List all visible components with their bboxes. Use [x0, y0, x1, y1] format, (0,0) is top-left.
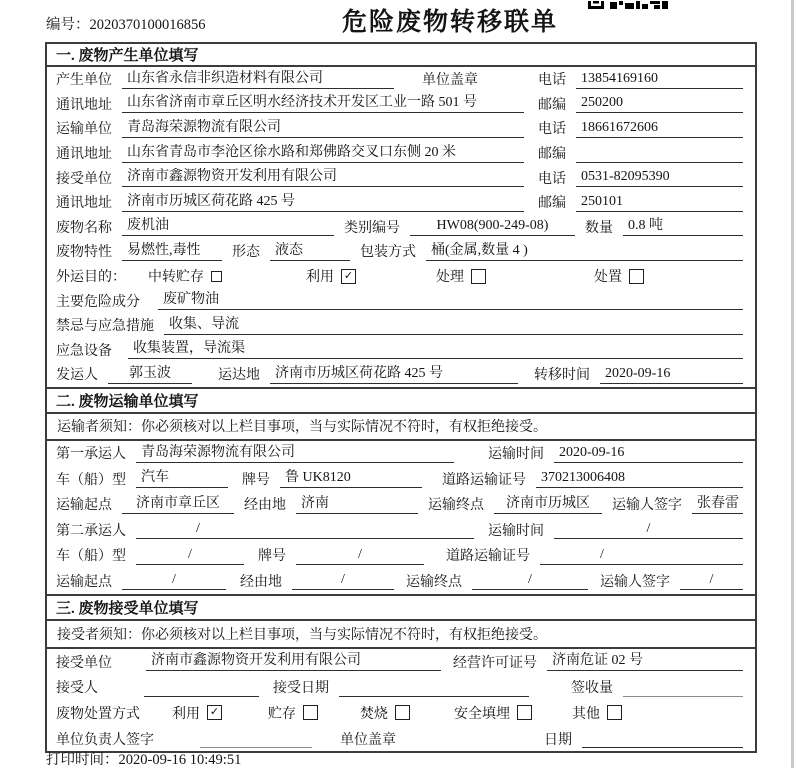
accept-unit-label: 接受单位 [56, 655, 112, 671]
dispatcher-label: 发运人 [56, 368, 98, 384]
transporter-unit-label: 运输单位 [56, 122, 112, 138]
print-time-value: 2020-09-16 10:49:51 [118, 752, 242, 768]
accept-person-value [144, 678, 259, 697]
waste-pack-value: 桶(金属,数量 4 ) [426, 242, 743, 261]
receiver-zip-value: 250101 [576, 193, 743, 212]
disposal-burn-checkbox [395, 705, 410, 720]
disposal-use-label: 利用 [172, 706, 200, 722]
emergency-measures-value: 收集、导流 [164, 316, 743, 335]
route2-end-label: 运输终点 [406, 574, 462, 590]
route2-sign-label: 运输人签字 [600, 574, 670, 590]
purpose-option-dispose-label: 处置 [594, 270, 622, 286]
vehicle1-plate-label: 牌号 [242, 472, 270, 488]
section-producer [47, 44, 755, 387]
waste-code-value: HW08(900-249-08) [410, 217, 575, 236]
purpose-option-use-label: 利用 [306, 270, 334, 286]
waste-props-value: 易燃性,毒性 [122, 242, 222, 261]
receipt-qty-label: 签收量 [571, 681, 613, 697]
hazard-components-row [47, 288, 755, 313]
transporter-address-value: 山东省青岛市李沧区徐水路和郑佛路交叉口东侧 20 米 [122, 144, 524, 163]
carrier2-label: 第二承运人 [56, 523, 126, 539]
signoff-date-value [582, 729, 743, 748]
disposal-option-landfill [454, 703, 532, 723]
destination-value: 济南市历城区荷花路 425 号 [270, 365, 518, 384]
receiver-phone-label: 电话 [538, 171, 566, 187]
signoff-value [200, 729, 312, 748]
vehicle2-row [47, 543, 755, 569]
qr-code-fragment-icon [588, 0, 670, 10]
disposal-landfill-label: 安全填埋 [454, 706, 510, 722]
transporter-zip-value [576, 144, 743, 163]
purpose-option-storage [148, 266, 222, 286]
vehicle2-license-value: / [540, 546, 743, 565]
section-producer-title: 一. 废物产生单位填写 [47, 44, 755, 67]
transporter-zip-label: 邮编 [538, 147, 566, 163]
route1-end-value: 济南市历城区 [494, 495, 602, 514]
disposal-landfill-checkbox [517, 705, 532, 720]
producer-phone-value: 13854169160 [576, 70, 743, 89]
purpose-storage-checkbox [211, 271, 222, 282]
carrier1-row [47, 441, 755, 467]
receiver-unit-value: 济南市鑫源物资开发利用有限公司 [122, 168, 524, 187]
receiver-address-label: 通讯地址 [56, 196, 112, 212]
vehicle2-plate-value: / [296, 546, 424, 565]
disposal-other-checkbox [607, 705, 622, 720]
vehicle1-row [47, 466, 755, 492]
producer-unit-value: 山东省永信非织造材料有限公司 [122, 70, 394, 89]
carrier1-value: 青岛海荣源物流有限公司 [136, 444, 454, 463]
transporter-phone-label: 电话 [538, 122, 566, 138]
emergency-equipment-value: 收集装置，导流渠 [128, 340, 743, 359]
carrier1-time-value: 2020-09-16 [554, 444, 743, 463]
receiver-zip-label: 邮编 [538, 196, 566, 212]
carrier1-time-label: 运输时间 [488, 447, 544, 463]
waste-name-row [47, 215, 755, 240]
waste-props-label: 废物特性 [56, 245, 112, 261]
transporter-notice: 运输者须知：你必须核对以上栏目事项，当与实际情况不符时，有权拒绝接受。 [47, 414, 755, 441]
carrier2-time-value: / [554, 520, 743, 539]
page-title: 危险废物转移联单 [341, 9, 558, 36]
section-transport-title: 二. 废物运输单位填写 [47, 389, 755, 414]
transporter-address-label: 通讯地址 [56, 147, 112, 163]
disposal-method-row [47, 700, 755, 726]
disposal-store-label: 贮存 [268, 706, 296, 722]
vehicle1-type-value: 汽车 [136, 469, 228, 488]
disposal-option-use [172, 703, 222, 723]
disposal-option-burn [360, 703, 410, 723]
accept-date-label: 接受日期 [273, 681, 329, 697]
unit-seal-label: 单位盖章 [422, 73, 478, 89]
purpose-option-use [306, 266, 356, 286]
disposal-method-label: 废物处置方式 [56, 706, 140, 722]
waste-name-value: 废机油 [122, 217, 334, 236]
signoff-date-label: 日期 [544, 732, 572, 748]
receiver-notice: 接受者须知：你必须核对以上栏目事项，当与实际情况不符时，有权拒绝接受。 [47, 621, 755, 649]
transporter-address-row [47, 141, 755, 166]
dispatcher-value: 郭玉波 [108, 365, 192, 384]
disposal-use-checkbox: ✓ [207, 705, 222, 720]
accept-person-row [47, 674, 755, 700]
route1-start-label: 运输起点 [56, 498, 112, 514]
purpose-option-storage-label: 中转贮存 [148, 270, 204, 286]
permit-label: 经营许可证号 [453, 655, 537, 671]
section-receiver-title: 三. 废物接受单位填写 [47, 596, 755, 621]
route1-via-label: 经由地 [244, 498, 286, 514]
waste-form-label: 形态 [232, 245, 260, 261]
receipt-qty-value [623, 678, 743, 697]
purpose-use-checkbox: ✓ [341, 269, 356, 284]
accept-unit-value: 济南市鑫源物资开发利用有限公司 [146, 652, 441, 671]
disposal-store-checkbox [303, 705, 318, 720]
waste-qty-label: 数量 [585, 220, 613, 236]
purpose-dispose-checkbox [629, 269, 644, 284]
carrier1-label: 第一承运人 [56, 447, 126, 463]
route2-start-value: / [122, 571, 226, 590]
waste-name-label: 废物名称 [56, 220, 112, 236]
route1-sign-label: 运输人签字 [612, 498, 682, 514]
producer-zip-label: 邮编 [538, 97, 566, 113]
hazard-components-label: 主要危险成分 [56, 294, 140, 310]
carrier2-row [47, 517, 755, 543]
emergency-equipment-row [47, 338, 755, 363]
purpose-treat-checkbox [471, 269, 486, 284]
disposal-other-label: 其他 [572, 706, 600, 722]
signoff-label: 单位负责人签字 [56, 732, 154, 748]
producer-unit-label: 产生单位 [56, 73, 112, 89]
receiver-address-value: 济南市历城区荷花路 425 号 [122, 193, 524, 212]
producer-phone-label: 电话 [538, 73, 566, 89]
disposal-option-other [572, 703, 622, 723]
vehicle1-plate-value: 鲁 UK8120 [280, 469, 422, 488]
route1-row [47, 492, 755, 518]
receiver-unit-row [47, 165, 755, 190]
serial-label: 编号： [46, 17, 90, 33]
accept-unit-row [47, 649, 755, 675]
emergency-measures-row [47, 313, 755, 338]
route2-start-label: 运输起点 [56, 574, 112, 590]
route2-row [47, 568, 755, 594]
section-receiver [47, 594, 755, 752]
hazard-components-value: 废矿物油 [158, 291, 743, 310]
transfer-time-label: 转移时间 [534, 368, 590, 384]
route1-sign-value: 张春雷 [692, 495, 743, 514]
transfer-time-value: 2020-09-16 [600, 365, 743, 384]
transfer-form-table [45, 42, 757, 753]
purpose-option-treat-label: 处理 [436, 270, 464, 286]
producer-zip-value: 250200 [576, 94, 743, 113]
vehicle1-license-label: 道路运输证号 [442, 472, 526, 488]
transporter-unit-value: 青岛海荣源物流有限公司 [122, 119, 524, 138]
receiver-unit-label: 接受单位 [56, 171, 112, 187]
emergency-equipment-label: 应急设备 [56, 343, 112, 359]
vehicle2-license-label: 道路运输证号 [446, 549, 530, 565]
waste-qty-value: 0.8 吨 [623, 217, 743, 236]
route2-sign-value: / [680, 571, 743, 590]
vehicle2-type-label: 车（船）型 [56, 549, 126, 565]
print-time-line [46, 748, 241, 768]
waste-props-row [47, 239, 755, 264]
accept-date-value [339, 678, 529, 697]
transfer-purpose-row [47, 264, 755, 289]
disposal-burn-label: 焚烧 [360, 706, 388, 722]
transporter-unit-row [47, 116, 755, 141]
route1-end-label: 运输终点 [428, 498, 484, 514]
print-time-label: 打印时间： [46, 752, 119, 768]
producer-address-row [47, 92, 755, 117]
receiver-address-row [47, 190, 755, 215]
signoff-seal-label: 单位盖章 [340, 732, 396, 748]
route2-via-label: 经由地 [240, 574, 282, 590]
receiver-phone-value: 0531-82095390 [576, 168, 743, 187]
disposal-option-store [268, 703, 318, 723]
section-transport [47, 387, 755, 594]
dispatch-row [47, 362, 755, 387]
producer-unit-row [47, 67, 755, 92]
waste-code-label: 类别编号 [344, 220, 400, 236]
destination-label: 运达地 [218, 368, 260, 384]
vehicle1-type-label: 车（船）型 [56, 472, 126, 488]
serial-number: 2020370100016856 [89, 17, 206, 33]
transfer-purpose-label: 外运目的： [56, 270, 126, 286]
waste-pack-label: 包装方式 [360, 245, 416, 261]
emergency-measures-label: 禁忌与应急措施 [56, 319, 154, 335]
accept-person-label: 接受人 [56, 681, 98, 697]
producer-address-label: 通讯地址 [56, 97, 112, 113]
waste-form-value: 液态 [270, 242, 350, 261]
vehicle2-plate-label: 牌号 [258, 549, 286, 565]
route1-via-value: 济南 [296, 495, 418, 514]
vehicle1-license-value: 370213006408 [536, 469, 743, 488]
route1-start-value: 济南市章丘区 [122, 495, 234, 514]
vehicle2-type-value: / [136, 546, 244, 565]
route2-end-value: / [472, 571, 588, 590]
route2-via-value: / [292, 571, 394, 590]
purpose-option-treat [436, 266, 486, 286]
permit-value: 济南危证 02 号 [547, 652, 743, 671]
transporter-phone-value: 18661672606 [576, 119, 743, 138]
carrier2-value: / [136, 520, 474, 539]
page-edge-divider [791, 0, 794, 768]
carrier2-time-label: 运输时间 [488, 523, 544, 539]
purpose-option-dispose [594, 266, 644, 286]
producer-address-value: 山东省济南市章丘区明水经济技术开发区工业一路 501 号 [122, 94, 524, 113]
